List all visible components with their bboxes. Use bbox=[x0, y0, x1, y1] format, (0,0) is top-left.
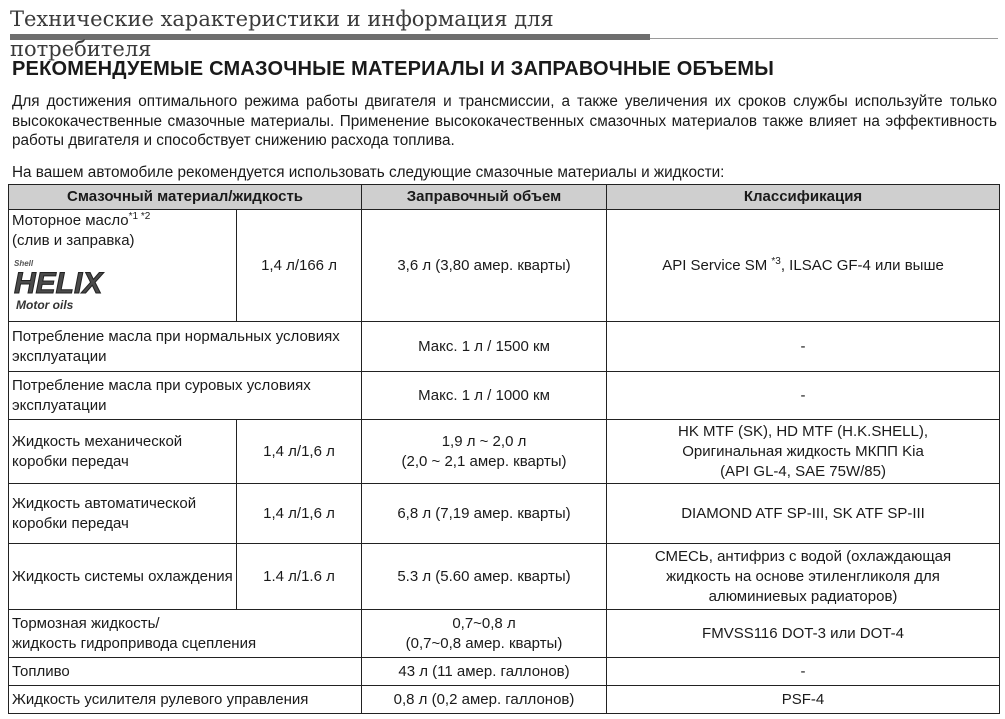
logo-name: HELIX bbox=[14, 267, 103, 300]
class-cell bbox=[607, 420, 1000, 484]
class-cell: FMVSS116 DOT-3 или DOT-4 bbox=[607, 610, 1000, 658]
footnote-mark: *1 *2 bbox=[128, 211, 151, 222]
volume-text: 1,9 л ~ 2,0 л bbox=[441, 432, 527, 450]
row-name: Потребление масла при нормальных условиях эксплуатации bbox=[9, 322, 362, 372]
volume-text-sub: (2,0 ~ 2,1 амер. кварты) bbox=[401, 452, 567, 470]
intro-paragraph: Для достижения оптимального режима работы двигателя и трансмиссии, а также увеличения их сроков службы используйте только высококачественные смазочные материалы. Применение высококачественных смазочных материалов также влияет на эффективность работы двигателя и способствует снижению расхода топлива. bbox=[12, 93, 997, 149]
row-name: Топливо bbox=[9, 658, 362, 686]
volume-cell: 6,8 л (7,19 амер. кварты) bbox=[362, 484, 607, 544]
volume-cell: 0,8 л (0,2 амер. галлонов) bbox=[362, 686, 607, 714]
table-row bbox=[9, 686, 1000, 714]
lubricants-table bbox=[8, 184, 1000, 714]
class-text-line2: Оригинальная жидкость МКПП Kia bbox=[682, 442, 924, 460]
table-row bbox=[9, 210, 1000, 322]
column-header: Смазочный материал/жидкость bbox=[9, 185, 362, 210]
column-header: Классификация bbox=[607, 185, 1000, 210]
header-rule bbox=[650, 38, 998, 39]
amount-cell: 1,4 л/1,6 л bbox=[237, 420, 362, 484]
table-row bbox=[9, 658, 1000, 686]
shell-helix-logo bbox=[12, 255, 142, 313]
class-text: HK MTF (SK), HD MTF (H.K.SHELL), bbox=[678, 422, 929, 440]
amount-cell: 1.4 л/1.6 л bbox=[237, 544, 362, 610]
row-name: Жидкость механической коробки передач bbox=[9, 420, 237, 484]
footnote-mark: *3 bbox=[771, 255, 781, 267]
table-row bbox=[9, 322, 1000, 372]
volume-cell bbox=[362, 420, 607, 484]
class-cell: - bbox=[607, 658, 1000, 686]
volume-cell: 43 л (11 амер. галлонов) bbox=[362, 658, 607, 686]
class-cell: - bbox=[607, 372, 1000, 420]
row-name-cell bbox=[9, 610, 362, 658]
row-name: Потребление масла при суровых условиях эксплуатации bbox=[9, 372, 362, 420]
logo-sub: Motor oils bbox=[16, 298, 74, 312]
row-name: Жидкость системы охлаждения bbox=[9, 544, 237, 610]
class-cell: DIAMOND ATF SP-III, SK ATF SP-III bbox=[607, 484, 1000, 544]
column-header: Заправочный объем bbox=[362, 185, 607, 210]
class-text-cont: , ILSAC GF-4 или выше bbox=[780, 256, 944, 274]
class-text-line2: жидкость на основе этиленгликоля для bbox=[666, 567, 940, 585]
volume-cell: Макс. 1 л / 1000 км bbox=[362, 372, 607, 420]
row-name: Тормозная жидкость/ bbox=[12, 614, 160, 632]
class-cell: - bbox=[607, 322, 1000, 372]
row-name: Жидкость усилителя рулевого управления bbox=[9, 686, 362, 714]
volume-cell: 3,6 л (3,80 амер. кварты) bbox=[362, 210, 607, 322]
table-row bbox=[9, 544, 1000, 610]
row-name: Жидкость автоматической коробки передач bbox=[9, 484, 237, 544]
row-name: Моторное масло bbox=[12, 212, 129, 229]
class-text-line3: (API GL-4, SAE 75W/85) bbox=[720, 462, 886, 480]
table-row bbox=[9, 420, 1000, 484]
row-name-sub: (слив и заправка) bbox=[12, 232, 135, 249]
class-cell bbox=[607, 210, 1000, 322]
row-name-cell bbox=[9, 210, 237, 322]
table-header-row bbox=[9, 185, 1000, 210]
volume-text: 0,7~0,8 л bbox=[452, 614, 516, 632]
class-text: API Service SM bbox=[662, 256, 772, 274]
header-title: Технические характеристики и информация для потребителя bbox=[10, 7, 554, 61]
volume-cell: 5.3 л (5.60 амер. кварты) bbox=[362, 544, 607, 610]
logo-brand: Shell bbox=[14, 259, 34, 268]
volume-cell: Макс. 1 л / 1500 км bbox=[362, 322, 607, 372]
class-cell bbox=[607, 544, 1000, 610]
volume-text-sub: (0,7~0,8 амер. кварты) bbox=[405, 634, 563, 652]
amount-cell: 1,4 л/166 л bbox=[237, 210, 362, 322]
class-cell: PSF-4 bbox=[607, 686, 1000, 714]
page-header bbox=[10, 4, 650, 61]
section-title: РЕКОМЕНДУЕМЫЕ СМАЗОЧНЫЕ МАТЕРИАЛЫ И ЗАПРАВОЧНЫЕ ОБЪЕМЫ bbox=[12, 58, 775, 80]
lead-paragraph: На вашем автомобиле рекомендуется использовать следующие смазочные материалы и жидкости: bbox=[12, 164, 725, 181]
table-row bbox=[9, 372, 1000, 420]
volume-cell bbox=[362, 610, 607, 658]
amount-cell: 1,4 л/1,6 л bbox=[237, 484, 362, 544]
class-text-line3: алюминиевых радиаторов) bbox=[708, 587, 898, 605]
row-name-sub: жидкость гидропривода сцепления bbox=[12, 634, 257, 652]
table-row bbox=[9, 484, 1000, 544]
table-row bbox=[9, 610, 1000, 658]
class-text: СМЕСЬ, антифриз с водой (охлаждающая bbox=[654, 547, 952, 565]
